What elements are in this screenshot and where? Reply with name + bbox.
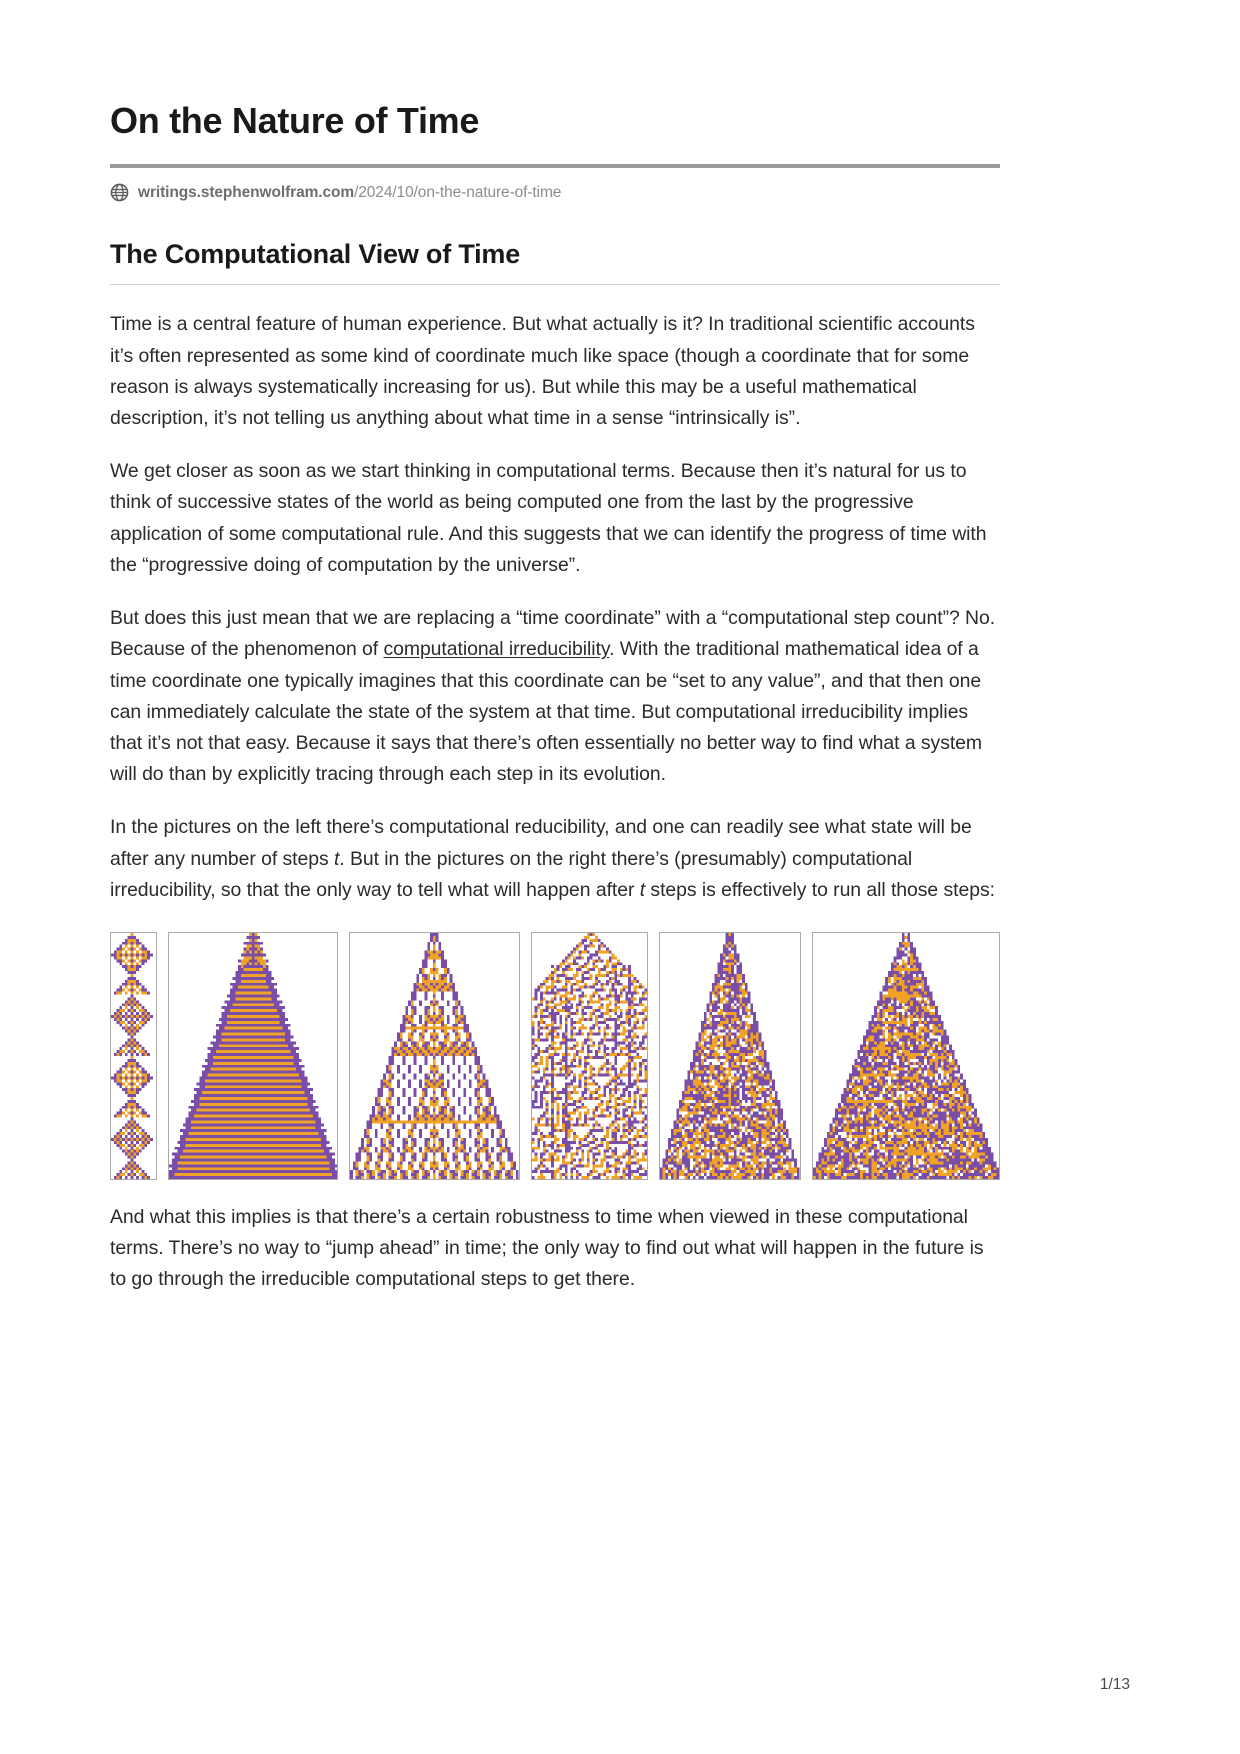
ca-panel-6 xyxy=(812,932,1000,1180)
url-host: writings.stephenwolfram.com xyxy=(138,183,355,201)
title-divider xyxy=(110,164,1000,168)
globe-icon xyxy=(110,183,129,202)
source-url-row xyxy=(110,183,1000,202)
url-path: /2024/10/on-the-nature-of-time xyxy=(354,183,562,201)
page-content xyxy=(110,0,1000,1296)
ca-panel-1 xyxy=(110,932,157,1180)
ca-panel-4 xyxy=(531,932,648,1180)
variable-t-1: t xyxy=(333,847,340,870)
paragraph-4-part-a: In the pictures on the left there’s computational reducibility, and one can readily see what state will be after any number of steps xyxy=(110,816,972,870)
paragraph-3-part-b: . With the traditional mathematical idea of a time coordinate one typically imagines that this coordinate can be “set to any value”, and that then one can immediately calculate the state of the system at that time. But computational irreducibility implies that it’s not that easy. Because it says that there’s often essentially no better way to find what a system will do than by explicitly tracing through each step in its evolution. xyxy=(110,638,983,786)
ca-panel-3 xyxy=(349,932,520,1180)
paragraph-2: We get closer as soon as we start thinking in computational terms. Because then it’s natural for us to think of successive states of the world as being computed one from the last by the progressive application of some computational rule. And this suggests that we can identify the progress of time with the “progressive doing of computation by the universe”. xyxy=(110,460,987,576)
paragraph-1: Time is a central feature of human experience. But what actually is it? In traditional scientific accounts it’s often represented as some kind of coordinate much like space (though a coordinate that for some reason is always systematically increasing for us). But while this may be a useful mathematical description, it’s not telling us anything about what time in a sense “intrinsically is”. xyxy=(110,313,975,430)
paragraph-5: And what this implies is that there’s a certain robustness to time when viewed in these computational terms. There’s no way to “jump ahead” in time; the only way to find out what will happen in the future is to go through the irreducible computational steps to get there. xyxy=(110,1205,984,1291)
computational-irreducibility-link[interactable]: computational irreducibility xyxy=(383,638,610,661)
page-number: 1/13 xyxy=(1099,1676,1130,1693)
paragraph-4 xyxy=(110,790,1000,906)
paragraph-3-part-a: But does this just mean that we are replacing a “time coordinate” with a “computational step count”? No. Because of the phenomenon of xyxy=(110,607,996,661)
ca-panel-5 xyxy=(659,932,801,1180)
paragraph-3 xyxy=(110,581,1000,790)
source-url[interactable] xyxy=(138,184,561,202)
paragraph-4-part-b: . But in the pictures on the right there’s (presumably) computational irreducibility, so that the only way to tell what will happen after xyxy=(110,847,913,901)
section-heading: The Computational View of Time xyxy=(110,239,521,270)
variable-t-2: t xyxy=(639,878,646,901)
cellular-automata-figure-strip xyxy=(110,906,1000,1180)
page-title: On the Nature of Time xyxy=(110,100,480,141)
paragraph-4-part-c: steps is effectively to run all those steps: xyxy=(645,878,995,901)
ca-panel-2 xyxy=(168,932,339,1180)
